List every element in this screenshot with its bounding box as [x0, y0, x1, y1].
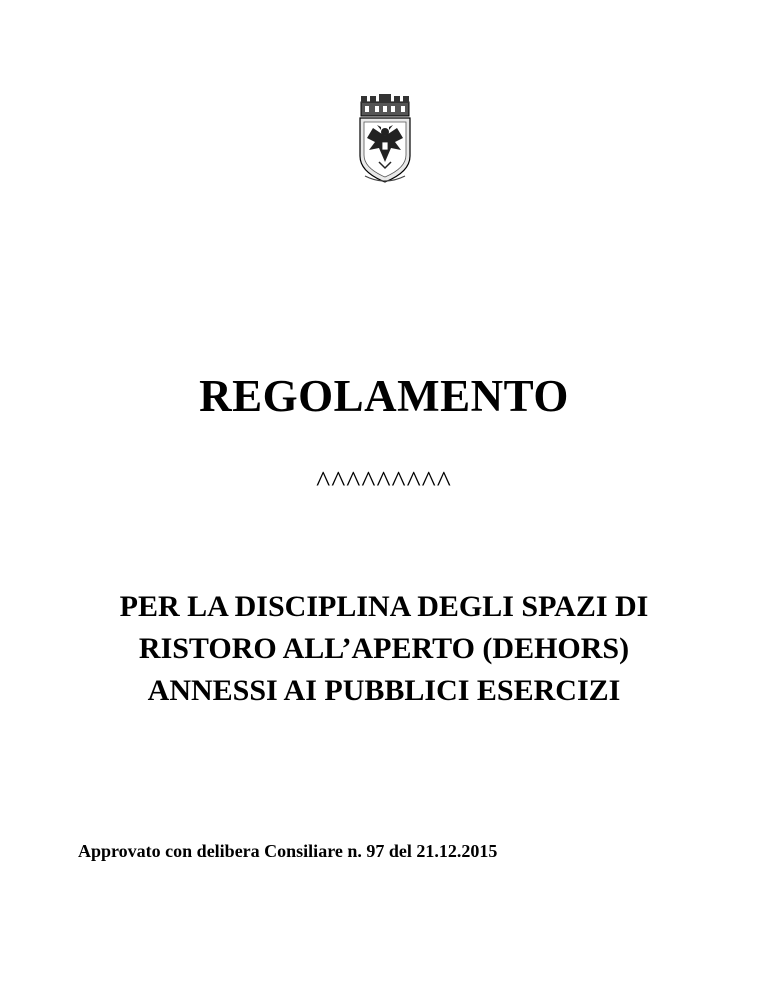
municipal-crest-icon — [355, 92, 415, 184]
decorative-separator: ^^^^^^^^^ — [316, 465, 452, 498]
document-subtitle — [0, 586, 768, 712]
subtitle-line: ANNESSI AI PUBBLICI ESERCIZI — [147, 674, 621, 707]
approval-note: Approvato con delibera Consiliare n. 97 del 21.12.2015 — [78, 841, 498, 861]
document-title: REGOLAMENTO — [199, 371, 569, 421]
subtitle-line: RISTORO ALL’APERTO (DEHORS) — [138, 632, 630, 665]
subtitle-line: PER LA DISCIPLINA DEGLI SPAZI DI — [119, 590, 649, 623]
